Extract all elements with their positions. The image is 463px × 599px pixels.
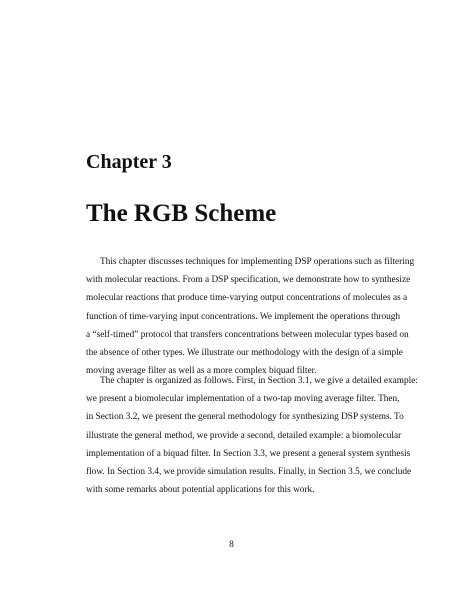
text-line: flow. In Section 3.4, we provide simulation results. Finally, in Section 3.5, we conclude xyxy=(86,467,412,478)
text-line: The chapter is organized as follows. First, in Section 3.1, we give a detailed example: xyxy=(100,376,418,386)
text-line: with some remarks about potential applications for this work. xyxy=(86,485,315,496)
text-line: molecular reactions that produce time-varying output concentrations of molecules as a xyxy=(86,293,408,304)
text-line: the absence of other types. We illustrate our methodology with the design of a simple xyxy=(86,348,403,359)
text-line: This chapter discusses techniques for implementing DSP operations such as filtering xyxy=(100,257,415,267)
page-number: 8 xyxy=(229,540,234,550)
paragraph-organization xyxy=(86,372,418,499)
text-line: we present a biomolecular implementation of a two-tap moving average filter. Then, xyxy=(86,394,400,405)
text-line: a “self-timed” protocol that transfers concentrations between molecular types based on xyxy=(86,329,409,340)
chapter-label: Chapter 3 xyxy=(86,151,172,173)
chapter-title: The RGB Scheme xyxy=(86,200,277,227)
text-line: function of time-varying input concentrations. We implement the operations through xyxy=(86,311,401,322)
paragraph-intro xyxy=(86,253,415,380)
text-line: moving average filter as well as a more complex biquad filter. xyxy=(86,366,317,377)
text-line: illustrate the general method, we provide a second, detailed example: a biomolecular xyxy=(86,430,402,441)
text-line: in Section 3.2, we present the general methodology for synthesizing DSP systems. To xyxy=(86,412,404,423)
text-line: with molecular reactions. From a DSP specification, we demonstrate how to synthesize xyxy=(86,275,411,286)
text-line: implementation of a biquad filter. In Section 3.3, we present a general system synthesis xyxy=(86,448,411,459)
